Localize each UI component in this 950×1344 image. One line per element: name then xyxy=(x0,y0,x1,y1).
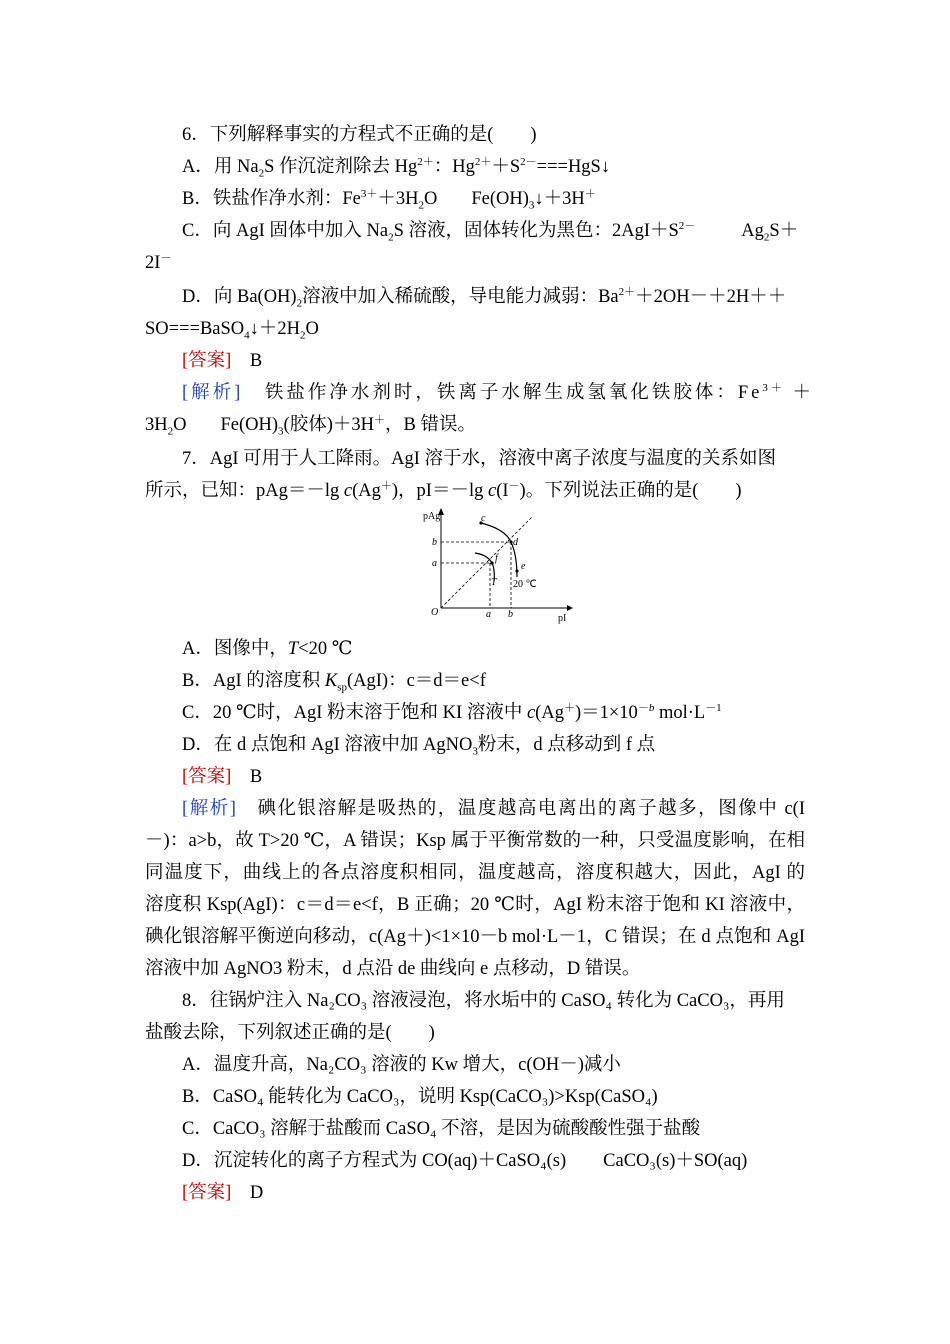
label-e: e xyxy=(521,561,526,572)
answer-tag: [答案] xyxy=(182,1183,232,1203)
q6-option-d-cont: $SO===BaSO_4↓+2H_2O$ xyxy=(145,319,319,342)
point-f xyxy=(490,561,493,564)
q7-stem-cont: 所示，已知：pAg＝－lg c(Ag＋)，pI＝－lg c(I－)。下列说法正确的是( ) xyxy=(145,479,742,501)
q8-option-c: C．CaCO₃ 溶解于盐酸而 CaSO₄ 不溶，是因为硫酸酸性强于盐酸 xyxy=(182,1119,701,1139)
q8-answer: [答案] D xyxy=(182,1183,264,1203)
q6-answer: [答案] B xyxy=(182,351,263,371)
q6-option-d: D．向 $Ba(OH)_2$溶液中加入稀硫酸，导电能力减弱：$Ba^{2+}+2OH-+2H++$ xyxy=(182,285,787,310)
point-e xyxy=(515,569,518,572)
explanation-tag: [解析] xyxy=(182,383,244,403)
q7-explanation-l2: －)：a>b，故 T>20 ℃，A 错误；Ksp 属于平衡常数的一种，只受温度影响，在相 xyxy=(145,831,805,851)
q7-option-a: A．图像中，T<20 ℃ xyxy=(182,639,353,659)
x-axis-arrow xyxy=(567,605,573,611)
x-tick-a: a xyxy=(486,609,491,620)
q7-explanation-l3: 同温度下，曲线上的各点溶度积相同，温度越高，溶度积越大，因此，AgI 的 xyxy=(145,863,805,883)
q7-explanation-l6: 溶液中加 AgNO3 粉末，d 点沿 de 曲线向 e 点移动，D 错误。 xyxy=(145,959,641,979)
q6-option-c-cont: 2I－ xyxy=(145,251,172,273)
x-axis-label: pI xyxy=(558,613,567,624)
q7-figure xyxy=(415,505,575,625)
answer-tag: [答案] xyxy=(182,767,232,787)
answer-tag: [答案] xyxy=(182,351,232,371)
origin-label: O xyxy=(431,607,439,618)
q8-option-a: A．温度升高，Na₂CO₃ 溶液的 Kw 增大，c(OH－)减小 xyxy=(182,1055,621,1075)
q7-explanation-l4: 溶度积 Ksp(AgI)：c＝d＝e<f，B 正确；20 ℃时，AgI 粉末溶于饱和 KI 溶液中， xyxy=(145,895,805,915)
q8-stem: 8．往锅炉注入 Na₂CO₃ 溶液浸泡，将水垢中的 CaSO₄ 转化为 CaCO₃，再用 xyxy=(182,991,785,1011)
x-tick-b: b xyxy=(508,609,513,620)
q6-explanation: [解析] 铁盐作净水剂时，铁离子水解生成氢氧化铁胶体：$Fe^{3+}$ ＋ xyxy=(182,381,814,403)
q8-option-d: D．沉淀转化的离子方程式为 CO(aq)＋CaSO₄(s) CaCO₃(s)＋SO(aq) xyxy=(182,1151,748,1171)
explanation-tag: [解析] xyxy=(182,799,236,819)
label-20c: 20 ℃ xyxy=(513,579,537,590)
label-T: T xyxy=(491,577,497,588)
q7-explanation-l5: 碘化银溶解平衡逆向移动，c(Ag＋)<1×10－b mol·L－1，C 错误；在 d 点饱和 AgI xyxy=(145,927,805,947)
label-c: c xyxy=(481,513,486,524)
q7-answer: [答案] B xyxy=(182,767,263,787)
q6-stem: 6．下列解释事实的方程式不正确的是( ) xyxy=(182,125,537,145)
y-tick-b: b xyxy=(432,537,437,548)
diagonal-dashed xyxy=(441,516,533,608)
q6-option-a: A．用 $Na_2S$ 作沉淀剂除去 $Hg^{2+}$：$Hg^{2+}+S^{2-}===HgS↓$ xyxy=(182,155,611,180)
q7-stem: 7．AgI 可用于人工降雨。AgI 溶于水，溶液中离子浓度与温度的关系如图 xyxy=(182,449,777,469)
label-f: f xyxy=(495,553,498,564)
q8-option-b: B．CaSO₄ 能转化为 CaCO₃，说明 Ksp(CaCO₃)>Ksp(CaSO₄) xyxy=(182,1087,658,1107)
q7-option-b: B．AgI 的溶度积 $K_{sp}(AgI)$：c＝d＝e<f xyxy=(182,671,486,694)
q7-option-d: D．在 d 点饱和 AgI 溶液中加 AgNO$_3$粉末，d 点移动到 f 点 xyxy=(182,735,656,758)
q7-explanation: [解析] 碘化银溶解是吸热的，温度越高电离出的离子越多，图像中 c(I xyxy=(182,799,805,819)
q6-option-b: B．铁盐作净水剂：$Fe^{3+}+3H_2O$ $Fe(OH)_3↓+3H^+$ xyxy=(182,187,596,212)
q8-stem-cont: 盐酸去除，下列叙述正确的是( ) xyxy=(145,1023,435,1043)
q6-option-c: C．向 AgI 固体中加入 $Na_2S$ 溶液，固体转化为黑色：$2AgI+S^{2-}$ $Ag_2S+$ xyxy=(182,219,799,244)
y-tick-a: a xyxy=(432,558,437,569)
y-axis-label: pAg xyxy=(423,511,441,522)
label-d: d xyxy=(513,537,518,548)
q6-explanation-cont: $3H_2O$ $Fe(OH)_3$(胶体)＋3H＋，B 错误。 xyxy=(145,413,476,438)
q7-option-c: C．20 ℃时，AgI 粉末溶于饱和 KI 溶液中 $c(Ag^+)=1\times 10^{-b}$ $mol\cdot L^{-1}$ xyxy=(182,701,722,723)
